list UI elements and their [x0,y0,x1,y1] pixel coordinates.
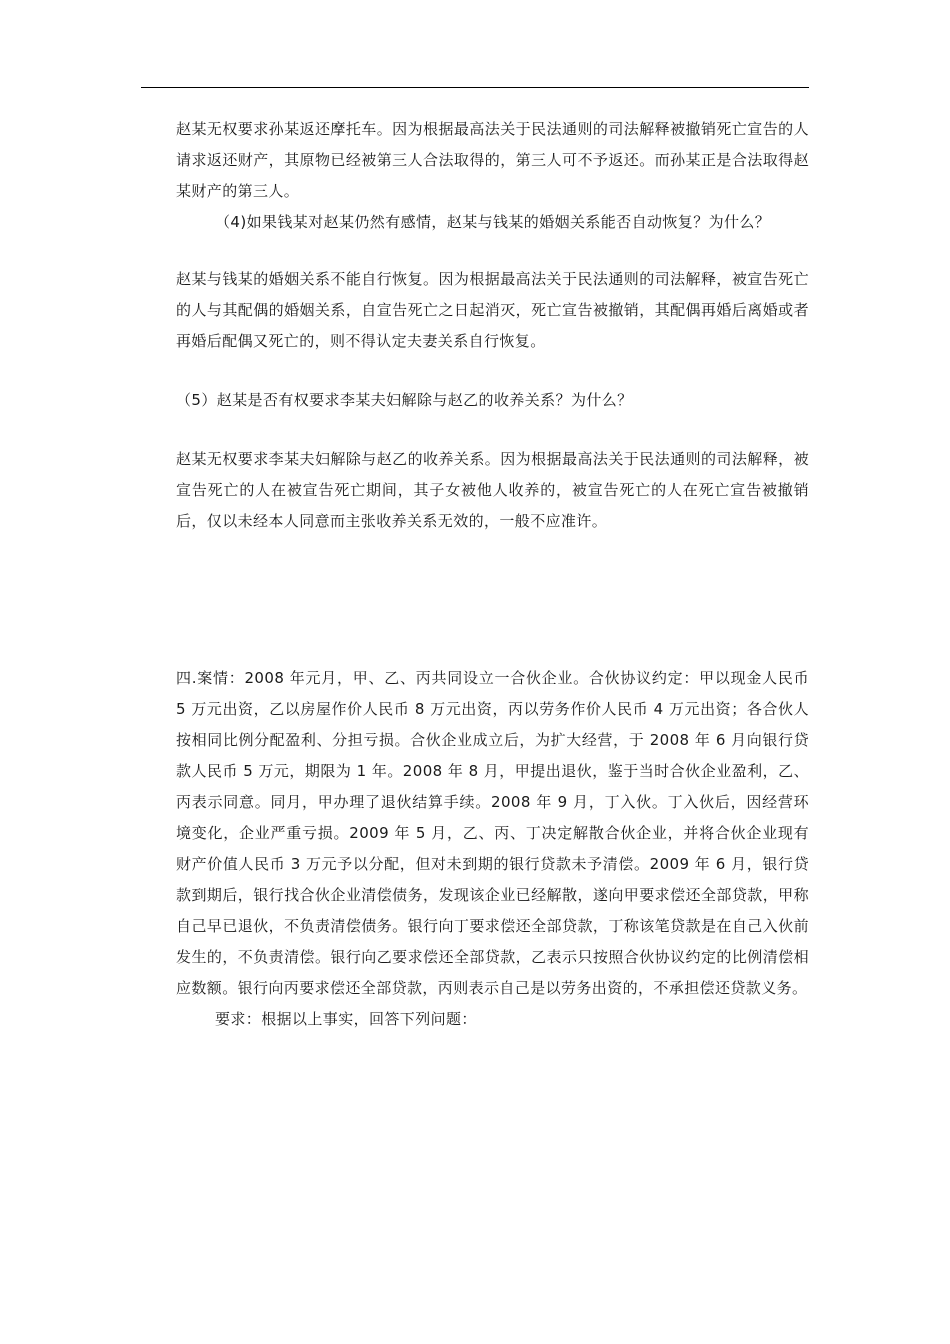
spacer [176,416,809,444]
answer-paragraph-4: 赵某与钱某的婚姻关系不能自行恢复。因为根据最高法关于民法通则的司法解释，被宣告死亡的人与其配偶的婚姻关系，自宣告死亡之日起消灭，死亡宣告被撤销，其配偶再婚后离婚或者再婚后配偶又死亡的，则不得认定夫妻关系自行恢复。 [176,270,809,350]
answer-paragraph-3: 赵某无权要求孙某返还摩托车。因为根据最高法关于民法通则的司法解释被撤销死亡宣告的人请求返还财产，其原物已经被第三人合法取得的，第三人可不予返还。而孙某正是合法取得赵某财产的第三人。 [176,120,809,200]
spacer [176,357,809,385]
case-four-paragraph: 四.案情：2008 年元月，甲、乙、丙共同设立一合伙企业。合伙协议约定：甲以现金人民币 5 万元出资，乙以房屋作价人民币 8 万元出资，丙以劳务作价人民币 4 万元出资；各合伙人按相同比例分配盈利、分担亏损。合伙企业成立后，为扩大经营，于 2008 年 6 月向银行贷款人民币 5 万元，期限为 1 年。2008 年 8 月，甲提出退伙，鉴于当时合伙企业盈利，乙、丙表示同意。同月，甲办理了退伙结算手续。2008 年 9 月，丁入伙。丁入伙后，因经营环境变化，企业严重亏损。2009 年 5 月，乙、丙、丁决定解散合伙企业，并将合伙企业现有财产价值人民币 3 万元予以分配，但对未到期的银行贷款未予清偿。2009 年 6 月，银行贷款到期后，银行找合伙企业清偿债务，发现该企业已经解散，遂向甲要求偿还全部贷款，甲称自己早已退伙，不负责清偿债务。银行向丁要求偿还全部贷款，丁称该笔贷款是在自己入伙前发生的，不负责清偿。银行向乙要求偿还全部贷款，乙表示只按照合伙协议约定的比例清偿相应数额。银行向丙要求偿还全部贷款，丙则表示自己是以劳务出资的，不承担偿还贷款义务。 [176,669,809,997]
requirement-line: 要求：根据以上事实，回答下列问题： [215,1010,477,1028]
question-4: （4)如果钱某对赵某仍然有感情，赵某与钱某的婚姻关系能否自动恢复？为什么？ [215,213,771,231]
header-rule [141,87,809,88]
spacer [176,537,809,663]
answer-paragraph-5: 赵某无权要求李某夫妇解除与赵乙的收养关系。因为根据最高法关于民法通则的司法解释，被宣告死亡的人在被宣告死亡期间，其子女被他人收养的，被宣告死亡的人在死亡宣告被撤销后，仅以未经本人同意而主张收养关系无效的，一般不应准许。 [176,450,809,530]
spacer [176,238,809,264]
question-5: （5）赵某是否有权要求李某夫妇解除与赵乙的收养关系？为什么？ [176,391,633,409]
document-body [176,114,809,1035]
